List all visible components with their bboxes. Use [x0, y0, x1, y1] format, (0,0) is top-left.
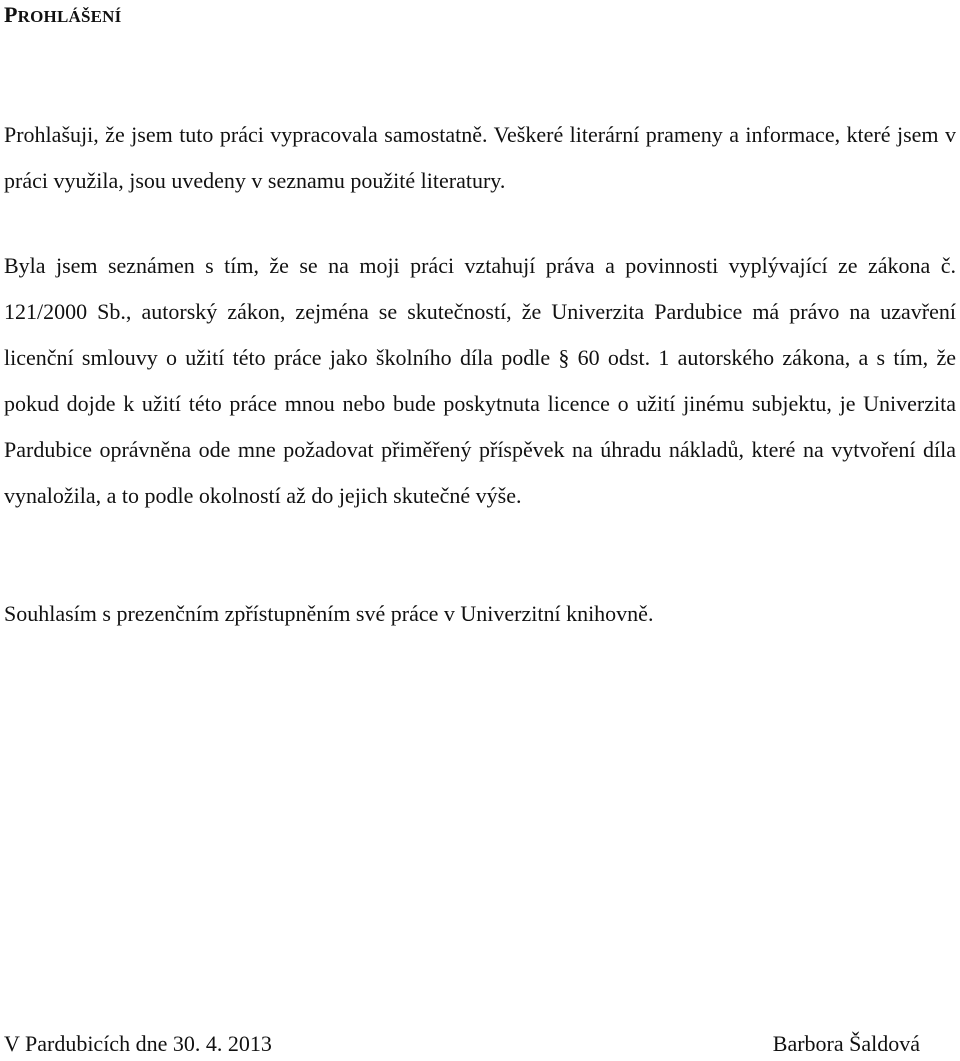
- page-title-rest: ROHLÁŠENÍ: [17, 7, 122, 26]
- declaration-paragraph-library-consent: Souhlasím s prezenčním zpřístupněním své práce v Univerzitní knihovně.: [4, 601, 654, 626]
- page-title: [4, 2, 121, 28]
- declaration-paragraph-authorship: Prohlašuji, že jsem tuto práci vypracovala samostatně. Veškeré literární prameny a informace, které jsem v práci využila, jsou uvedeny v seznamu použité literatury.: [4, 122, 956, 193]
- page-title-initial: P: [4, 2, 18, 27]
- declaration-paragraph-copyright: Byla jsem seznámen s tím, že se na moji práci vztahují práva a povinnosti vyplývající ze zákona č. 121/2000 Sb., autorský zákon, zejména se skutečností, že Univerzita Pardubice má právo na uzavření licenční smlouvy o užití této práce jako školního díla podle § 60 odst. 1 autorského zákona, a s tím, že pokud dojde k užití této práce mnou nebo bude poskytnuta licence o užití jinému subjektu, je Univerzita Pardubice oprávněna ode mne požadovat přiměřený příspěvek na úhradu nákladů, které na vytvoření díla vynaložila, a to podle okolností až do jejich skutečné výše.: [4, 253, 956, 508]
- place-and-date: V Pardubicích dne 30. 4. 2013: [4, 1031, 272, 1056]
- signature-line: [4, 1030, 920, 1058]
- author-name: Barbora Šaldová: [772, 1031, 920, 1056]
